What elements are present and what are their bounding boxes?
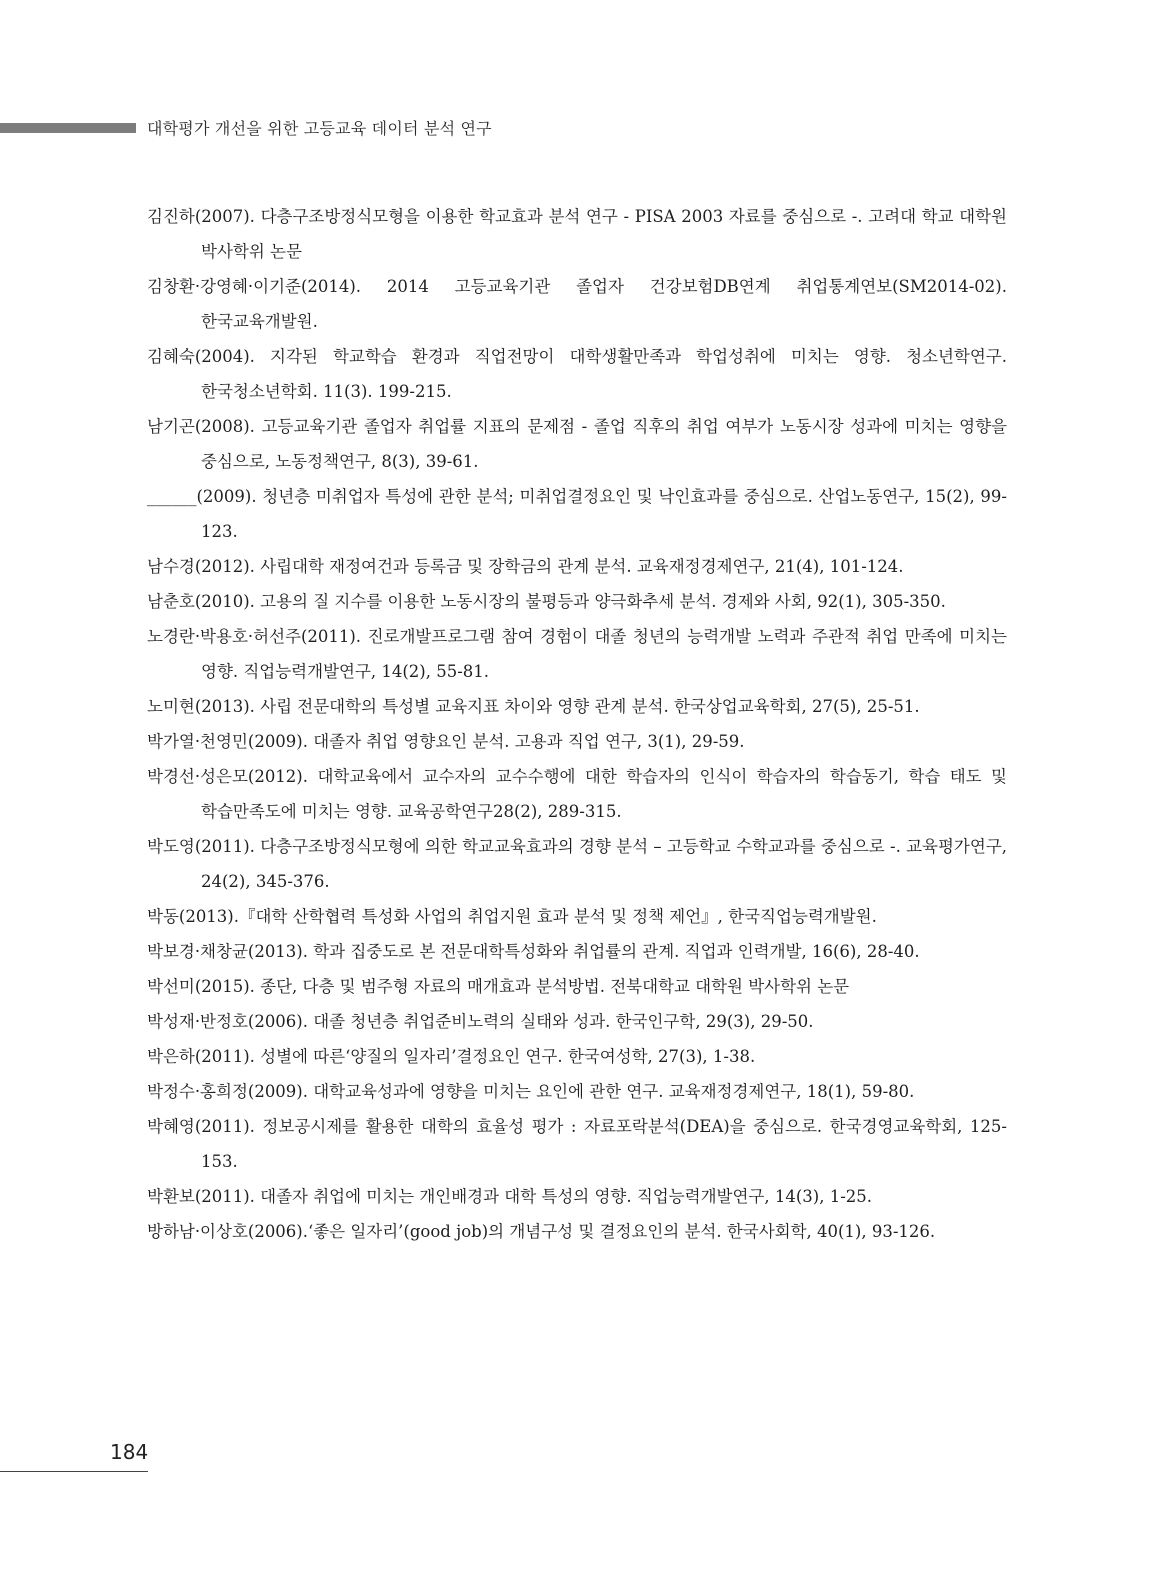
- reference-item: 노미현(2013). 사립 전문대학의 특성별 교육지표 차이와 영향 관계 분석. 한국상업교육학회, 27(5), 25-51.: [147, 697, 920, 716]
- reference-item: 김진하(2007). 다층구조방정식모형을 이용한 학교효과 분석 연구 - PISA 2003 자료를 중심으로 -. 고려대 학교 대학원 박사학위 논문: [147, 207, 1007, 261]
- reference-item: 남춘호(2010). 고용의 질 지수를 이용한 노동시장의 불평등과 양극화추세 분석. 경제와 사회, 92(1), 305-350.: [147, 592, 946, 611]
- reference-item: 박도영(2011). 다층구조방정식모형에 의한 학교교육효과의 경향 분석 – 고등학교 수학교과를 중심으로 -. 교육평가연구, 24(2), 345-376.: [147, 837, 1007, 891]
- reference-item: 김창환·강영혜·이기준(2014). 2014 고등교육기관 졸업자 건강보험DB연계 취업통계연보(SM2014-02). 한국교육개발원.: [147, 277, 1007, 331]
- running-title: 대학평가 개선을 위한 고등교육 데이터 분석 연구: [147, 119, 492, 138]
- header-accent-bar: [0, 123, 136, 133]
- reference-item: 박경선·성은모(2012). 대학교육에서 교수자의 교수수행에 대한 학습자의 인식이 학습자의 학습동기, 학습 태도 및 학습만족도에 미치는 영향. 교육공학연구28(2), 289-315.: [147, 767, 1007, 821]
- reference-item: 박성재·반정호(2006). 대졸 청년층 취업준비노력의 실태와 성과. 한국인구학, 29(3), 29-50.: [147, 1012, 814, 1031]
- footer-rule: [0, 1471, 148, 1472]
- reference-item: 박가열·천영민(2009). 대졸자 취업 영향요인 분석. 고용과 직업 연구, 3(1), 29-59.: [147, 732, 745, 751]
- reference-item: 김혜숙(2004). 지각된 학교학습 환경과 직업전망이 대학생활만족과 학업성취에 미치는 영향. 청소년학연구. 한국청소년학회. 11(3). 199-215.: [147, 347, 1007, 401]
- reference-item: 방하남·이상호(2006).‘좋은 일자리’(good job)의 개념구성 및 결정요인의 분석. 한국사회학, 40(1), 93-126.: [147, 1222, 936, 1241]
- reference-item: 박선미(2015). 종단, 다층 및 범주형 자료의 매개효과 분석방법. 전북대학교 대학원 박사학위 논문: [147, 977, 850, 996]
- reference-item: 박혜영(2011). 정보공시제를 활용한 대학의 효율성 평가 : 자료포락분석(DEA)을 중심으로. 한국경영교육학회, 125-153.: [147, 1117, 1007, 1171]
- reference-list: [147, 199, 1007, 1249]
- reference-item: 박보경·채창균(2013). 학과 집중도로 본 전문대학특성화와 취업률의 관계. 직업과 인력개발, 16(6), 28-40.: [147, 942, 920, 961]
- reference-item: 박동(2013).『대학 산학협력 특성화 사업의 취업지원 효과 분석 및 정책 제언』, 한국직업능력개발원.: [147, 907, 877, 926]
- reference-item: 남기곤(2008). 고등교육기관 졸업자 취업률 지표의 문제점 - 졸업 직후의 취업 여부가 노동시장 성과에 미치는 영향을 중심으로, 노동정책연구, 8(3), 39-61.: [147, 417, 1007, 471]
- reference-item: 박환보(2011). 대졸자 취업에 미치는 개인배경과 대학 특성의 영향. 직업능력개발연구, 14(3), 1-25.: [147, 1187, 873, 1206]
- reference-item: ______(2009). 청년층 미취업자 특성에 관한 분석; 미취업결정요인 및 낙인효과를 중심으로. 산업노동연구, 15(2), 99-123.: [147, 487, 1007, 541]
- reference-item: 남수경(2012). 사립대학 재정여건과 등록금 및 장학금의 관계 분석. 교육재정경제연구, 21(4), 101-124.: [147, 557, 904, 576]
- reference-item: 박은하(2011). 성별에 따른‘양질의 일자리’결정요인 연구. 한국여성학, 27(3), 1-38.: [147, 1047, 756, 1066]
- reference-item: 박정수·홍희정(2009). 대학교육성과에 영향을 미치는 요인에 관한 연구. 교육재정경제연구, 18(1), 59-80.: [147, 1082, 915, 1101]
- reference-item: 노경란·박용호·허선주(2011). 진로개발프로그램 참여 경험이 대졸 청년의 능력개발 노력과 주관적 취업 만족에 미치는 영향. 직업능력개발연구, 14(2), 55-81.: [147, 627, 1007, 681]
- page-number: 184: [110, 1440, 149, 1464]
